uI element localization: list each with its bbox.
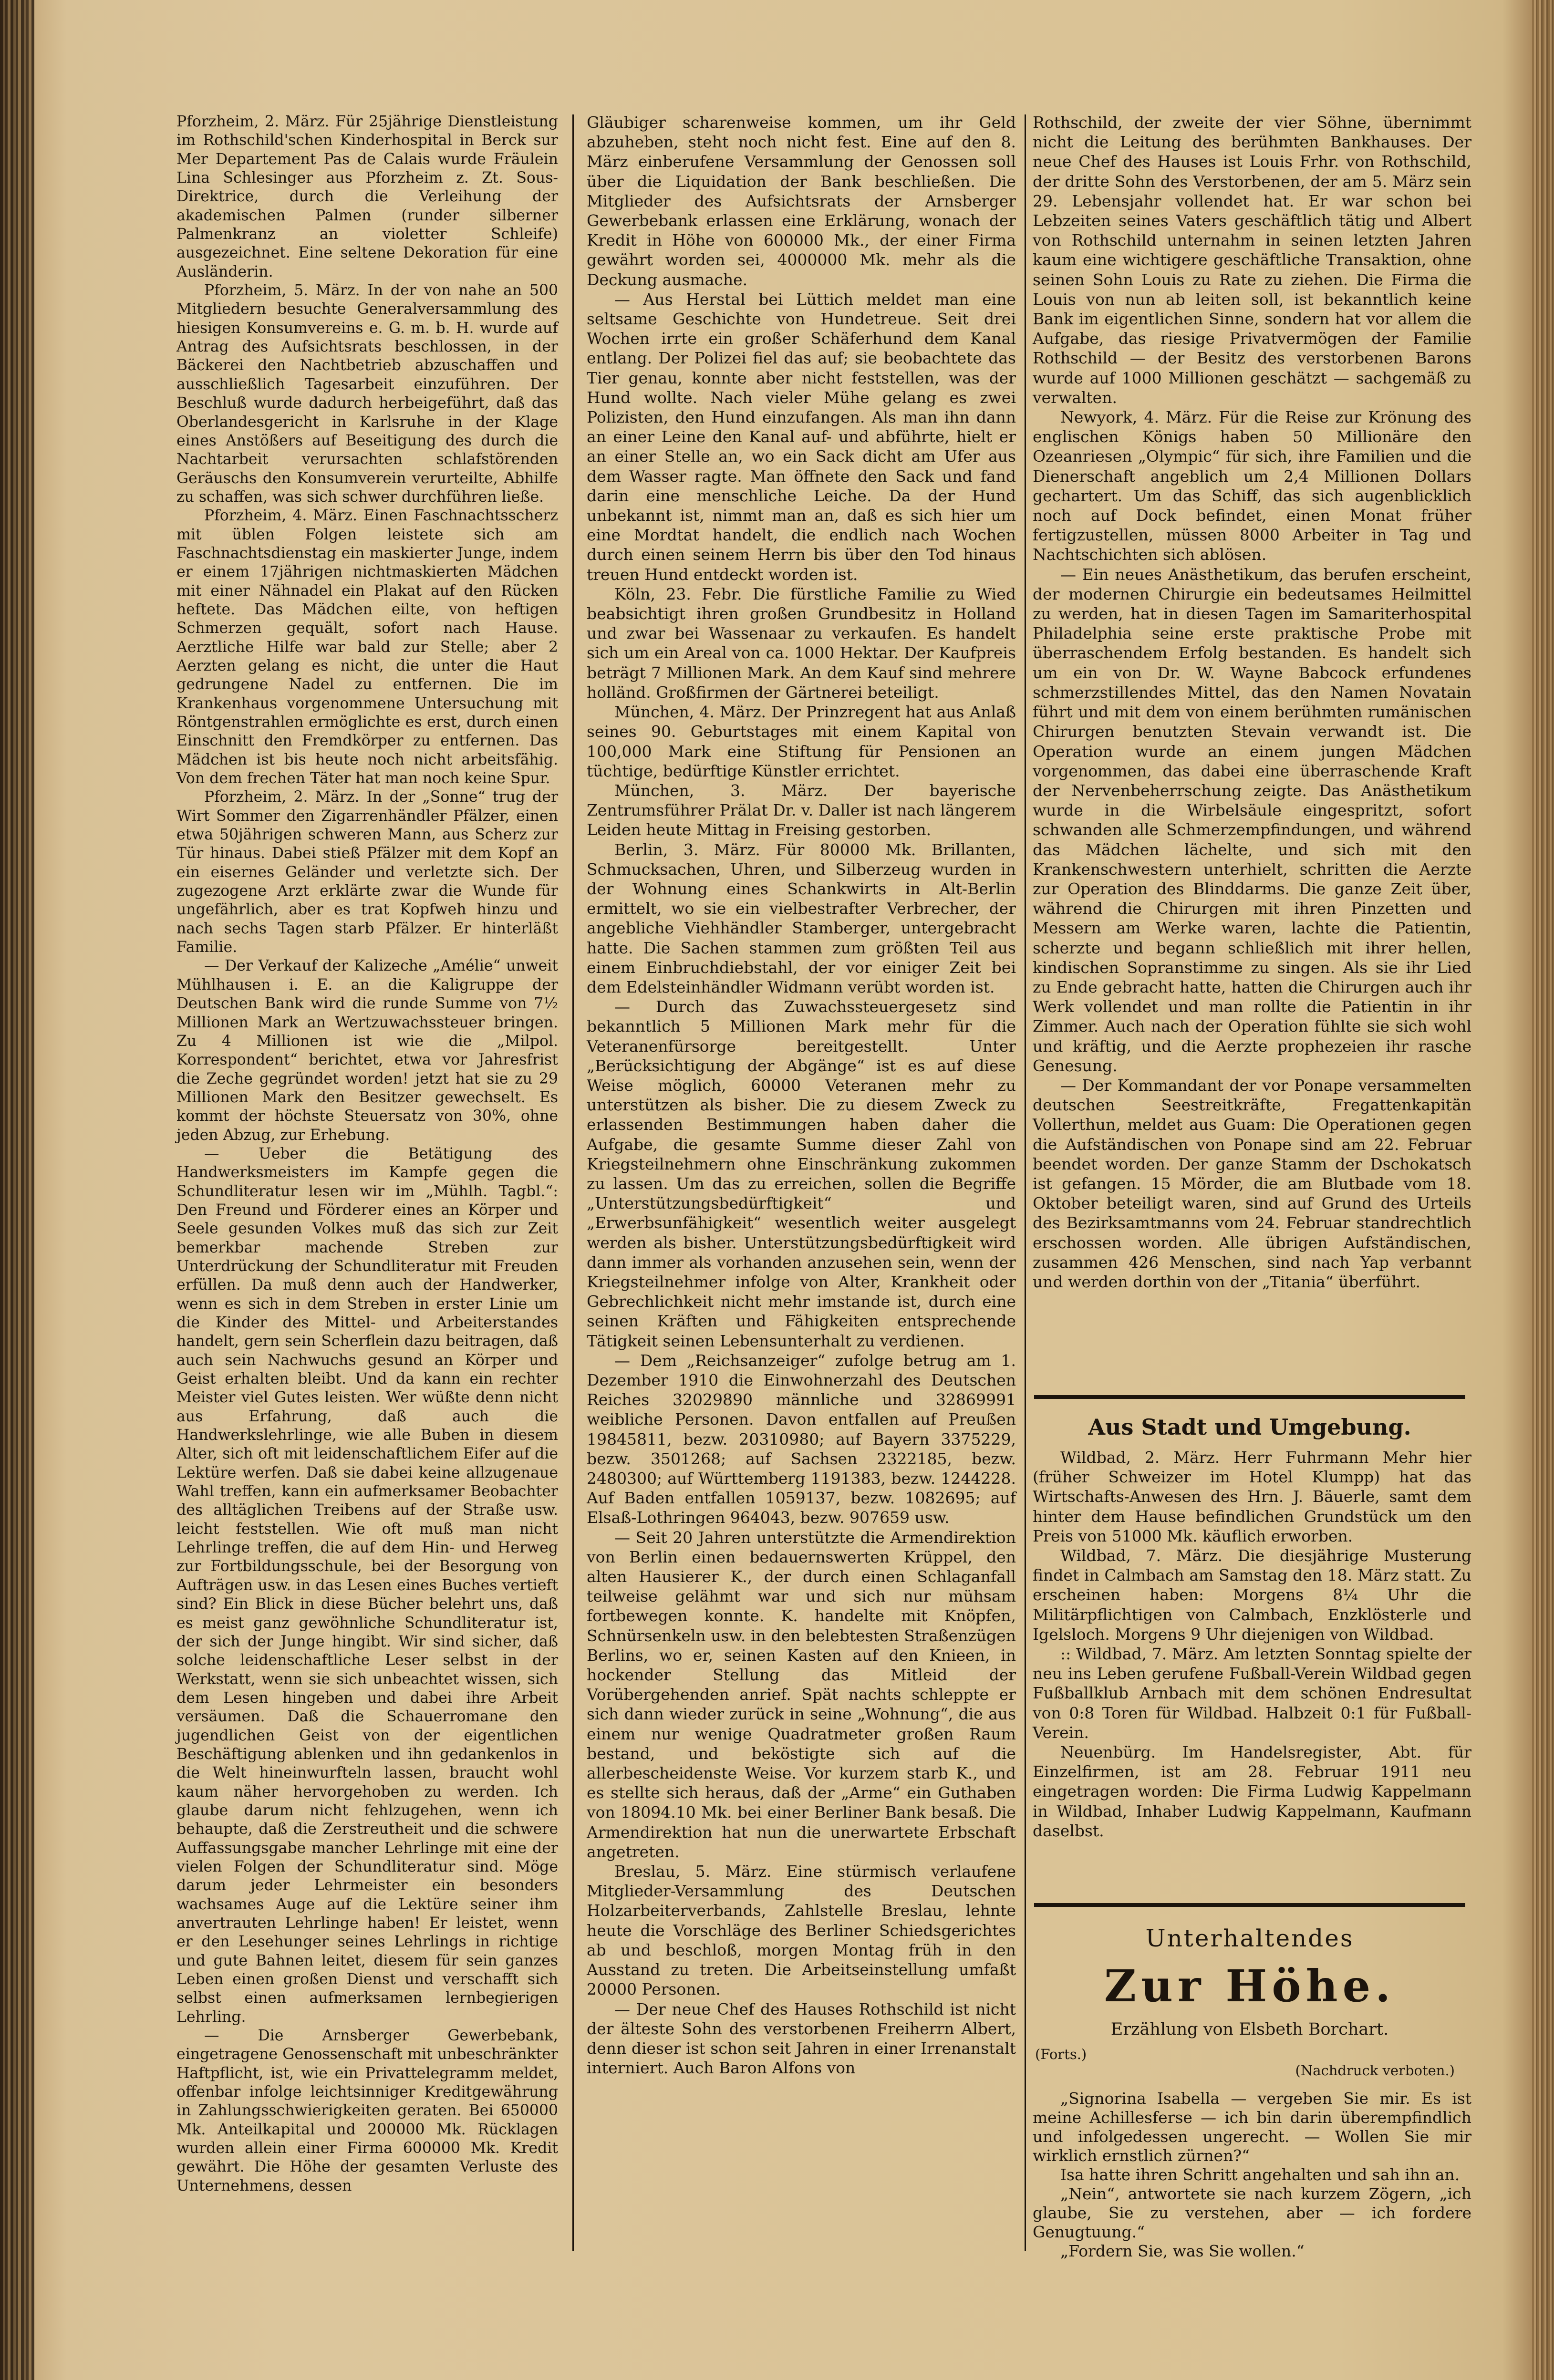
local-news [1033,1448,1471,1841]
article: — Dem „Reichsanzeiger“ zufolge betrug am 1. Dezember 1910 die Einwohnerzahl des Deutschen Reiches 32029890 männliche und 32869991 weibliche Personen. Davon entfallen auf Preußen 19845811, bezw. 20310980; auf Bayern 3375229, bezw. 3501268; auf Sachsen 2322185, bezw. 2480300; auf Württemberg 1191383, bezw. 1244228. Auf Baden entfallen 1059137, bezw. 1082695; auf Elsaß-Lothringen 964043, bezw. 907659 usw. [587,1351,1016,1527]
column-3 [1033,113,1471,1292]
article: — Der Kommandant der vor Ponape versammelten deutschen Seestreitkräfte, Fregattenkapitän Vollerthun, meldet aus Guam: Die Operationen gegen die Aufständischen von Ponape sind am 22. Februar beendet worden. Der ganze Stamm der Dschokatsch ist gefangen. 15 Mörder, die am Blutbade vom 18. Oktober beteiligt waren, sind auf Grund des Urteils des Bezirksamtmanns vom 24. Februar standrechtlich erschossen worden. Alle übrigen Aufständischen, zusammen 426 Menschen, sind nach Yap verbannt und werden dorthin von der „Titania“ überführt. [1033,1076,1471,1291]
story-text [1033,2089,1471,2261]
column-rule [1025,114,1026,2251]
article: — Durch das Zuwachssteuergesetz sind bekanntlich 5 Millionen Mark mehr für die Veteranenfürsorge bereitgestellt. Unter „Berücksichtigung der Abgänge“ ist es auf diese Weise möglich, 60000 Veteranen mehr zu unterstützen als bisher. Die zu diesem Zweck zu erlassenden Bestimmungen haben daher die Aufgabe, die gesamte Summe dieser Zahl von Kriegsteilnehmern ohne Einschränkung zukommen zu lassen. Um das zu erreichen, sollen die Begriffe „Unterstützungsbedürftigkeit“ und „Erwerbsunfähigkeit“ wesentlich weiter ausgelegt werden als bisher. Unterstützungsbedürftigkeit wird dann immer als vorhanden anzusehen sein, wenn der Kriegsteilnehmer infolge von Alter, Krankheit oder Gebrechlichkeit nicht mehr imstande ist, durch eine seinen Kräften und Fähigkeiten entsprechende Tätigkeit seinen Lebensunterhalt zu verdienen. [587,997,1016,1350]
reprint-notice: (Nachdruck verboten.) [1295,2062,1455,2079]
story-paragraph: „Fordern Sie, was Sie wollen.“ [1060,2242,1305,2260]
story-subtitle: Erzählung von Elsbeth Borchart. [1110,2020,1389,2039]
article: Neuenbürg. Im Handelsregister, Abt. für Einzelfirmen, ist am 28. Februar 1911 neu eingetragen worden: Die Firma Ludwig Kappelmann in Wildbad, Inhaber Ludwig Kappelmann, Kaufmann daselbst. [1033,1743,1471,1840]
section-rule [1034,1903,1465,1907]
article: Pforzheim, 2. März. In der „Sonne“ trug der Wirt Sommer den Zigarrenhändler Pfälzer, einen etwa 50jährigen schweren Mann, aus Scherz zur Tür hinaus. Dabei stieß Pfälzer mit dem Kopf an ein eisernes Geländer und verletzte sich. Der zugezogene Arzt erklärte zwar die Wunde für ungefährlich, aber es trat Kopfweh hinzu und nach sechs Tagen starb Pfälzer. Er hinterläßt Familie. [176,788,558,956]
story-paragraph: Isa hatte ihren Schritt angehalten und sah ihn an. [1060,2165,1460,2184]
article: Berlin, 3. März. Für 80000 Mk. Brillanten, Schmucksachen, Uhren, und Silberzeug wurden in der Wohnung eines Schankwirts in Alt-Berlin ermittelt, wo sie ein vielbestrafter Verbrecher, der angebliche Viehhändler Stamberger, untergebracht hatte. Die Sachen stammen zum größten Teil aus einem Einbruchdiebstahl, der vor einiger Zeit bei dem Edelsteinhändler Widmann verübt worden ist. [587,840,1016,996]
article: Köln, 23. Febr. Die fürstliche Familie zu Wied beabsichtigt ihren großen Grundbesitz in Holland und zwar bei Wassenaar zu verkaufen. Es handelt sich um ein Areal von ca. 1000 Hektar. Der Kaufpreis beträgt 7 Millionen Mark. An dem Kauf sind mehrere holländ. Großfirmen der Gärtnerei beteiligt. [587,584,1016,702]
section-title: Aus Stadt und Umgebung. [1088,1414,1411,1440]
story-paragraph: „Nein“, antwortete sie nach kurzem Zögern, „ich glaube, Sie zu verstehen, aber — ich fordere Genugtuung.“ [1033,2184,1471,2241]
continued-note: (Forts.) [1035,2046,1087,2062]
article: Wildbad, 2. März. Herr Fuhrmann Mehr hier (früher Schweizer im Hotel Klumpp) hat das Wirtschafts-Anwesen des Hrn. J. Bäuerle, samt dem hinter dem Hause befindlichen Grundstück um den Preis von 51000 Mk. käuflich erworben. [1033,1448,1471,1545]
article: :: Wildbad, 7. März. Am letzten Sonntag spielte der neu ins Leben gerufene Fußball-Verein Wildbad gegen Fußballklub Arnbach mit dem schönen Endresultat von 0:8 Toren für Wildbad. Halbzeit 0:1 für Fußball-Verein. [1033,1645,1471,1742]
article: Newyork, 4. März. Für die Reise zur Krönung des englischen Königs haben 50 Millionäre den Ozeanriesen „Olympic“ für sich, ihre Familien und die Dienerschaft angeblich um 2,4 Millionen Dollars gechartert. Um das Schiff, das sich augenblicklich noch auf Dock befindet, einen Monat früher fertigzustellen, müssen 8000 Arbeiter in Tag und Nachtschichten sich ablösen. [1033,408,1471,564]
article: München, 4. März. Der Prinzregent hat aus Anlaß seines 90. Geburtstages mit einem Kapital von 100,000 Mark eine Stiftung für Pensionen an tüchtige, bedürftige Künstler errichtet. [587,703,1016,780]
feuilleton-label: Unterhaltendes [1145,1925,1354,1952]
story-meta [1035,2046,1464,2079]
article: — Ein neues Anästhetikum, das berufen erscheint, der modernen Chirurgie ein bedeutsames Heilmittel zu werden, hat in diesen Tagen im Samariterhospital Philadelphia seine erste praktische Probe mit überraschendem Erfolg bestanden. Es handelt sich um ein von Dr. W. Wayne Babcock erfundenes schmerzstillendes Mittel, das den Namen Novatain führt und mit dem von einem berühmten rumänischen Chirurgen benutzten Stevain verwandt ist. Die Operation wurde an einem jungen Mädchen vorgenommen, das dabei eine überraschende Kraft der Nervenbeherrschung zeigte. Das Anästhetikum wurde in die Wirbelsäule eingespritzt, sofort schwanden alle Schmerzempfindungen, und während das Mädchen lächelte, und sich mit den Krankenschwestern unterhielt, schritten die Aerzte zur Operation des Blinddarms. Die ganze Zeit über, während die Chirurgen mit ihren Pinzetten und Messern am Werke waren, lachte die Patientin, scherzte und begann schließlich mit ihrer hellen, kindischen Sopranstimme zu singen. Als sie ihr Lied zu Ende gebracht hatte, hatten die Chirurgen auch ihr Werk vollendet und man rollte die Patientin in ihr Zimmer. Auch nach der Operation fühlte sie sich wohl und kräftig, und die Aerzte prophezeien ihr rasche Genesung. [1033,565,1471,1075]
section-rule [1034,1395,1465,1399]
article: — Die Arnsberger Gewerbebank, eingetragene Genossenschaft mit unbeschränkter Haftpflicht, ist, wie ein Privattelegramm meldet, offenbar infolge leichtsinniger Kreditgewährung in Zahlungsschwierigkeiten geraten. Bei 650000 Mk. Anteilkapital und 200000 Mk. Rücklagen wurden allein einer Firma 600000 Mk. Kredit gewährt. Die Höhe der gesamten Verluste des Unternehmens, dessen [176,2027,558,2194]
article: Gläubiger scharenweise kommen, um ihr Geld abzuheben, steht noch nicht fest. Eine auf den 8. März einberufene Versammlung der Genossen soll über die Liquidation der Bank beschließen. Die Mitglieder des Aufsichtsrats der Arnsberger Gewerbebank erlassen eine Erklärung, wonach der Kredit in Höhe von 600000 Mk., der einer Firma gewährt worden sei, 4000000 Mk. mehr als die Deckung ausmache. [587,113,1016,289]
column-2 [587,113,1016,2078]
article: München, 3. März. Der bayerische Zentrumsführer Prälat Dr. v. Daller ist nach längerem Leiden heute Mittag in Freising gestorben. [587,781,1016,839]
article: — Der Verkauf der Kalizeche „Amélie“ unweit Mühlhausen i. E. an die Kaligruppe der Deutschen Bank wird die runde Summe von 7½ Millionen Mark an Wertzuwachssteuer bringen. Zu 4 Millionen ist wie die „Milpol. Korrespondent“ berichtet, etwa vor Jahresfrist die Zeche gegründet worden! jetzt hat sie zu 29 Millionen Mark den Besitzer gewechselt. Es kommt der höchste Steuersatz von 30%, ohne jeden Abzug, zur Erhebung. [176,957,558,1144]
article: Pforzheim, 2. März. Für 25jährige Dienstleistung im Rothschild'schen Kinderhospital in Berck sur Mer Departement Pas de Calais wurde Fräulein Lina Schlesinger aus Pforzheim z. Zt. Sous-Direktrice, durch die Verleihung der akademischen Palmen (runder silberner Palmenkranz an violetter Schleife) ausgezeichnet. Eine seltene Dekoration für eine Ausländerin. [176,113,558,280]
page-edges [1532,0,1554,2380]
article: Breslau, 5. März. Eine stürmisch verlaufene Mitglieder-Versammlung des Deutschen Holzarbeiterverbands, Zahlstelle Breslau, lehnte heute die Vorschläge des Berliner Schiedsgerichtes ab und beschloß, morgen Montag früh in den Ausstand zu treten. Die Arbeitseinstellung umfaßt 20000 Personen. [587,1862,1016,1999]
story-title: Zur Höhe. [1104,1960,1396,2012]
article: — Aus Herstal bei Lüttich meldet man eine seltsame Geschichte von Hundetreue. Seit drei Wochen irrte ein großer Schäferhund dem Kanal entlang. Der Polizei fiel das auf; sie beobachtete das Tier genau, konnte aber nicht feststellen, was der Hund wollte. Nach vieler Mühe gelang es zwei Polizisten, den Hund einzufangen. Als man ihn dann an einer Leine den Kanal auf- und abführte, hielt er an einer Stelle an, wo ein Sack dicht am Ufer aus dem Wasser ragte. Man öffnete den Sack und fand darin eine menschliche Leiche. Da der Hund unbekannt ist, nimmt man an, daß es sich hier um eine Mordtat handelt, die endlich nach Wochen durch einen seinem Herrn bis über den Tod hinaus treuen Hund entdeckt worden ist. [587,290,1016,584]
article: Rothschild, der zweite der vier Söhne, übernimmt nicht die Leitung des berühmten Bankhauses. Der neue Chef des Hauses ist Louis Frhr. von Rothschild, der dritte Sohn des Verstorbenen, der am 5. März sein 29. Lebensjahr vollendet hat. Er war schon bei Lebzeiten seines Vaters geschäftlich tätig und Albert von Rothschild unternahm in seinen letzten Jahren kaum eine wichtigere geschäftliche Transaktion, ohne seinen Sohn Louis zu Rate zu ziehen. Die Firma die Louis von nun ab leiten soll, ist bekanntlich keine Bank im eigentlichen Sinne, sondern hat vor allem die Aufgabe, das riesige Privatvermögen der Familie Rothschild — der Besitz des verstorbenen Barons wurde auf 1000 Millionen geschätzt — sachgemäß zu verwalten. [1033,113,1471,407]
article: Pforzheim, 5. März. In der von nahe an 500 Mitgliedern besuchte Generalversammlung des hiesigen Konsumvereins e. G. m. b. H. wurde auf Antrag des Aufsichtsrats beschlossen, in der Bäckerei den Nachtbetrieb abzuschaffen und ausschließlich Tagesarbeit einzuführen. Der Beschluß wurde dadurch herbeigeführt, daß das Oberlandesgericht in Karlsruhe in der Klage eines Anstößers auf Beseitigung des durch die Nachtarbeit verursachten schlafstörenden Geräuschs den Konsumverein verurteilte, Abhilfe zu schaffen, was sich schwer durchführen ließe. [176,282,558,506]
column-rule [572,114,574,2251]
article: — Ueber die Betätigung des Handwerksmeisters im Kampfe gegen die Schundliteratur lesen wir im „Mühlh. Tagbl.“: Den Freund und Förderer eines an Körper und Seele gesunden Volkes muß das sich zur Zeit bemerkbar machende Streben zur Unterdrückung der Schundliteratur mit Freuden erfüllen. Da muß denn auch der Handwerker, wenn es sich in dem Streben in erster Linie um die Kinder des Mittel- und Arbeiterstandes handelt, gern sein Scherflein dazu beitragen, daß auch sein Nachwuchs gesund an Körper und Geist erhalten bleibt. Und da kann ein rechter Meister viel Gutes leisten. Wer wüßte denn nicht aus Erfahrung, daß auch die Handwerkslehrlinge, wie alle Buben in diesem Alter, sich oft mit leidenschaftlichem Eifer auf die Lektüre werfen. Daß sie dabei keine allzugenaue Wahl treffen, kann ein aufmerksamer Beobachter des alltäglichen Treibens auf der Straße usw. leicht feststellen. Wie oft muß man nicht Lehrlinge treffen, die auf dem Hin- und Herweg zur Fortbildungsschule, bei der Besorgung von Aufträgen usw. in das Lesen eines Buches vertieft sind? Ein Blick in diese Bücher belehrt uns, daß es meist ganz gewöhnliche Schundliteratur ist, der sich der Junge hingibt. Wir sind sicher, daß solche leidenschaftliche Leser selbst in der Werkstatt, wenn sie sich unbeachtet wissen, sich dem Lesen hingeben und dabei ihre Arbeit versäumen. Daß die Schauerromane den jugendlichen Geist von der eigentlichen Beschäftigung ablenken und ihn gedankenlos in die Welt hineinwurfteln lassen, braucht wohl kaum näher hervorgehoben zu werden. Ich glaube darum nicht fehlzugehen, wenn ich behaupte, daß die Zerstreutheit und die schwere Auffassungsgabe mancher Lehrlinge mit eine der vielen Folgen der Schundliteratur sind. Möge darum jeder Lehrmeister ein besonders wachsames Auge auf die Lektüre seiner ihm anvertrauten Lehrlinge haben! Er leistet, wenn er den Lesehunger seines Lehrlings in richtige und gute Bahnen leitet, diesem für sein ganzes Leben einen großen Dienst und verschafft sich selbst einen aufmerksamen lernbegierigen Lehrling. [176,1145,558,2026]
column-1 [176,113,558,2195]
article: Wildbad, 7. März. Die diesjährige Musterung findet in Calmbach am Samstag den 18. März statt. Zu erscheinen haben: Morgens 8¼ Uhr die Militärpflichtigen von Calmbach, Enzklösterle und Igelsloch. Morgens 9 Uhr diejenigen von Wildbad. [1033,1546,1471,1644]
article: — Seit 20 Jahren unterstützte die Armendirektion von Berlin einen bedauernswerten Krüppel, den alten Hausierer K., der durch einen Schlaganfall teilweise gelähmt war und sich nur mühsam fortbewegen konnte. K. handelte mit Knöpfen, Schnürsenkeln usw. in den belebtesten Straßenzügen Berlins, wo er, seinen Kasten auf den Knieen, in hockender Stellung das Mitleid der Vorübergehenden anrief. Spät nachts schleppte er sich dann wieder zurück in seine „Wohnung“, die aus einem nur wenige Quadratmeter großen Raum bestand, und beköstigte sich auf die allerbescheidenste Weise. Vor kurzem starb K., und es stellte sich heraus, daß der „Arme“ ein Guthaben von 18094.10 Mk. bei einer Berliner Bank besaß. Die Armendirektion hat nun die unerwartete Erbschaft angetreten. [587,1528,1016,1861]
article: — Der neue Chef des Hauses Rothschild ist nicht der älteste Sohn des verstorbenen Freiherrn Albert, denn dieser ist schon seit Jahren in einer Irrenanstalt interniert. Auch Baron Alfons von [587,1999,1016,2078]
story-paragraph: „Signorina Isabella — vergeben Sie mir. Es ist meine Achillesferse — ich bin darin überempfindlich und infolgedessen ungerecht. — Wollen Sie mir wirklich ernstlich zürnen?“ [1033,2089,1471,2165]
article: Pforzheim, 4. März. Einen Faschnachtsscherz mit üblen Folgen leistete sich am Faschnachtsdienstag ein maskierter Junge, indem er einem 17jährigen nichtmaskierten Mädchen mit einer Nähnadel ein Plakat auf den Rücken heftete. Das Mädchen eilte, von heftigen Schmerzen gequält, sofort nach Hause. Aerztliche Hilfe war bald zur Stelle; aber 2 Aerzten gelang es nicht, die unter die Haut gedrungene Nadel zu entfernen. Die im Krankenhaus vorgenommene Untersuchung mit Röntgenstrahlen ermöglichte es erst, durch einen Einschnitt den Fremdkörper zu entfernen. Das Mädchen ist bis heute noch nicht arbeitsfähig. Von dem frechen Täter hat man noch keine Spur. [176,507,558,787]
book-spine [0,0,34,2380]
